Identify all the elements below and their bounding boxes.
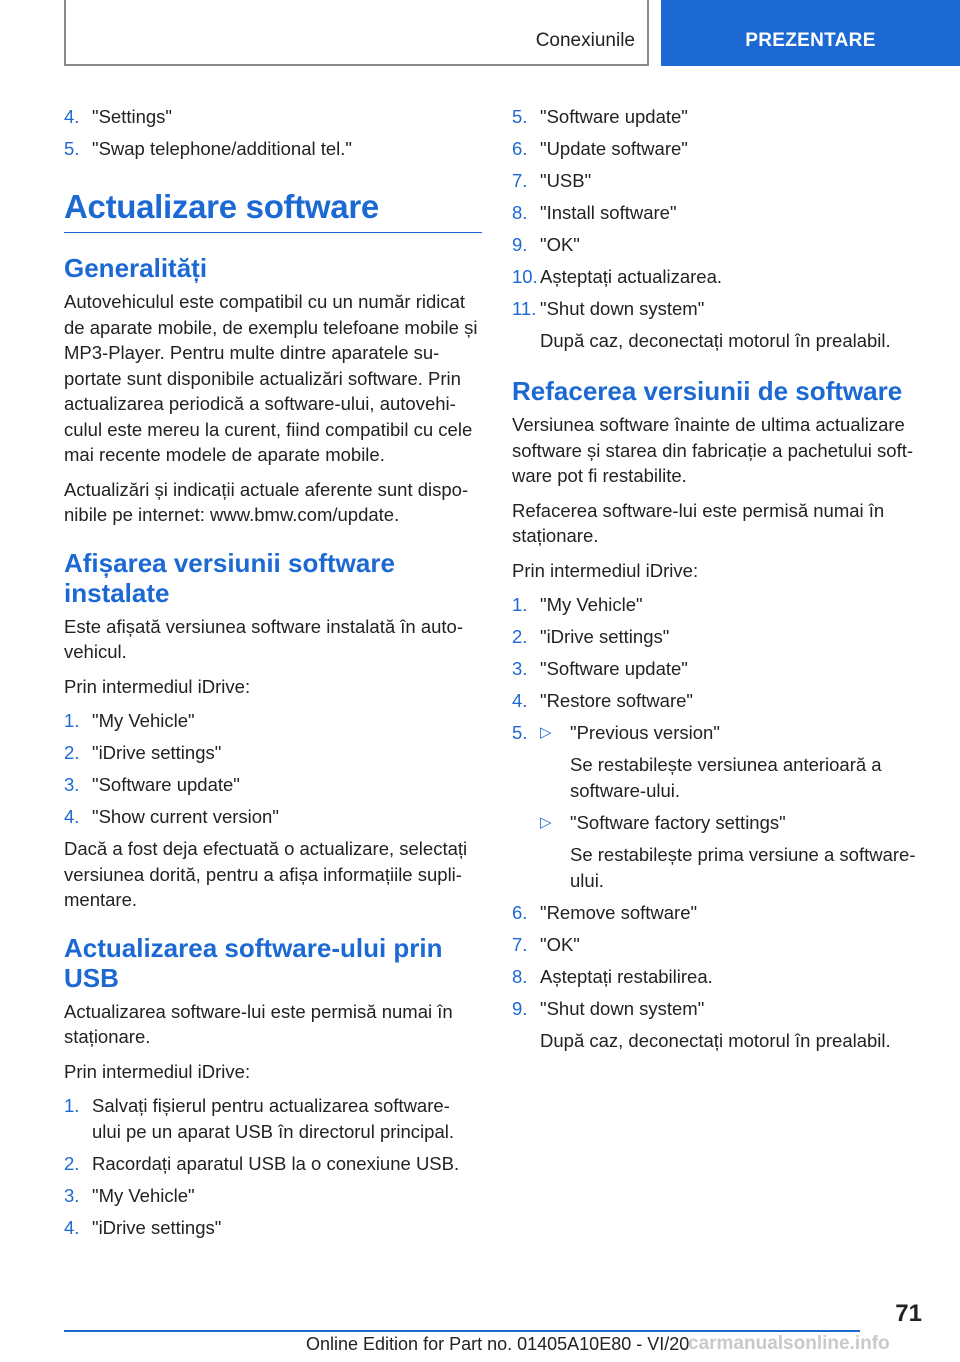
option-subtext: Se restabilește versiunea anterioară a software-ului.: [570, 754, 882, 801]
page-number: 71: [895, 1300, 922, 1327]
list-item: [64, 804, 482, 830]
list-item: [64, 1151, 482, 1177]
list-item: [64, 1183, 482, 1209]
list-text: "Settings": [92, 106, 172, 127]
list-item: [512, 964, 930, 990]
list-number: 3.: [64, 1185, 80, 1206]
list-item: [512, 104, 930, 130]
list-item: [512, 296, 930, 354]
list-number: 6.: [512, 902, 528, 923]
footer-divider: [64, 1330, 860, 1332]
option-item: [540, 720, 930, 804]
list-number: 9.: [512, 998, 528, 1019]
list-number: 1.: [64, 1095, 80, 1116]
section-heading-restore: Refacerea versiunii de software: [512, 376, 903, 406]
option-item: [540, 810, 930, 894]
list-text: "Remove software": [540, 902, 698, 923]
list-number: 5.: [512, 106, 528, 127]
header-section-title: Conexiunile: [535, 30, 635, 51]
list-number: 3.: [64, 774, 80, 795]
list-item: [64, 740, 482, 766]
list-item-with-options: [512, 720, 930, 894]
list-item: [64, 1093, 482, 1145]
list-text: Salvați fișierul pentru actualizarea software- ului pe un aparat USB în directorul principal.: [92, 1095, 454, 1142]
list-item: [64, 1215, 482, 1241]
list-item: [512, 232, 930, 258]
paragraph: Prin intermediul iDrive:: [64, 1060, 251, 1082]
list-number: 8.: [512, 202, 528, 223]
list-item: [64, 772, 482, 798]
right-column: [512, 104, 930, 1060]
list-text: Așteptați restabilirea.: [540, 966, 713, 987]
list-item: [512, 264, 930, 290]
list-text: "OK": [540, 934, 580, 955]
list-number: 1.: [512, 594, 528, 615]
header-section-box: [64, 0, 649, 66]
option-text: "Software factory settings": [570, 812, 786, 833]
list-text: "My Vehicle": [92, 710, 195, 731]
list-number: 2.: [64, 1153, 80, 1174]
list-number: 1.: [64, 710, 80, 731]
section-heading-usb-update: Actualizarea software-ului prin USB: [64, 932, 443, 993]
list-item: [512, 592, 930, 618]
list-item: [64, 708, 482, 734]
list-number: 5.: [64, 138, 80, 159]
list-text: "iDrive settings": [92, 742, 222, 763]
list-item: [512, 996, 930, 1054]
paragraph: Prin intermediul iDrive:: [64, 675, 251, 697]
list-text: "Software update": [540, 106, 688, 127]
list-number: 10.: [512, 266, 538, 287]
triangle-bullet-icon: ▷: [540, 814, 552, 831]
list-number: 11.: [512, 298, 537, 319]
list-number: 5.: [512, 722, 528, 743]
list-text: "Restore software": [540, 690, 693, 711]
paragraph: Versiunea software înainte de ultima actualizare software și starea din fabricație a pachetului soft- ware pot fi restabilite.: [512, 414, 914, 486]
list-text: "Software update": [540, 658, 688, 679]
header-chapter-title: PREZENTARE: [745, 30, 876, 51]
watermark: carmanualsonline.info: [688, 1333, 890, 1354]
list-text: Racordați aparatul USB la o conexiune USB.: [92, 1153, 460, 1174]
list-number: 7.: [512, 170, 528, 191]
list-text: "iDrive settings": [540, 626, 670, 647]
list-item: [512, 200, 930, 226]
triangle-bullet-icon: ▷: [540, 724, 552, 741]
list-text: "iDrive settings": [92, 1217, 222, 1238]
list-number: 2.: [512, 626, 528, 647]
list-text: "OK": [540, 234, 580, 255]
list-text: "Shut down system": [540, 298, 705, 319]
list-text: "Show current version": [92, 806, 279, 827]
list-item: [64, 136, 482, 162]
list-number: 7.: [512, 934, 528, 955]
list-item: [512, 624, 930, 650]
list-item: [64, 104, 482, 130]
list-number: 4.: [512, 690, 528, 711]
paragraph: Autovehiculul este compatibil cu un număr ridicat de aparate mobile, de exemplu telefoane mobile și MP3-Player. Pentru multe dintre aparatele su- portate sunt disponibile actualizări software. Prin actualizarea periodică a software-ului, autovehi- culul este mereu la curent, fiind compatibil cu cele mai recente modele de aparate mobile.: [64, 291, 478, 465]
list-number: 4.: [64, 1217, 80, 1238]
list-number: 4.: [64, 106, 80, 127]
list-item: [512, 900, 930, 926]
list-item: [512, 168, 930, 194]
option-subtext: Se restabilește prima versiune a software- ului.: [570, 844, 916, 891]
header-chapter-tab[interactable]: [661, 0, 960, 66]
list-text: "Install software": [540, 202, 677, 223]
list-item: [512, 688, 930, 714]
list-text: "Update software": [540, 138, 688, 159]
list-number: 2.: [64, 742, 80, 763]
list-text: "My Vehicle": [540, 594, 643, 615]
list-number: 4.: [64, 806, 80, 827]
section-heading-display-version: Afișarea versiunii software instalate: [64, 547, 395, 608]
footer-edition: Online Edition for Part no. 01405A10E80 - VI/20: [306, 1334, 690, 1354]
paragraph: Este afișată versiunea software instalată în auto- vehicul.: [64, 615, 463, 662]
option-text: "Previous version": [570, 722, 720, 743]
list-number: 3.: [512, 658, 528, 679]
list-number: 8.: [512, 966, 528, 987]
list-text: "Software update": [92, 774, 240, 795]
paragraph: Dacă a fost deja efectuată o actualizare, selectați versiunea dorită, pentru a afișa informațiile supli- mentare.: [64, 838, 468, 910]
paragraph: Actualizări și indicații actuale aferente sunt dispo- nibile pe internet: www.bmw.com/update.: [64, 478, 469, 525]
list-text: "USB": [540, 170, 592, 191]
chapter-heading: Actualizare software: [64, 188, 482, 233]
left-column: [64, 104, 482, 1247]
list-item: [512, 136, 930, 162]
list-number: 6.: [512, 138, 528, 159]
list-number: 9.: [512, 234, 528, 255]
list-subtext: După caz, deconectați motorul în prealabil.: [540, 1030, 891, 1051]
section-heading-general: Generalități: [64, 253, 208, 283]
paragraph: Actualizarea software-lui este permisă numai în staționare.: [64, 1000, 453, 1047]
list-text: "Swap telephone/additional tel.": [92, 138, 352, 159]
list-text: "My Vehicle": [92, 1185, 195, 1206]
paragraph: Prin intermediul iDrive:: [512, 559, 699, 581]
list-text: Așteptați actualizarea.: [540, 266, 723, 287]
list-item: [512, 932, 930, 958]
list-text: "Shut down system": [540, 998, 705, 1019]
list-subtext: După caz, deconectați motorul în prealabil.: [540, 330, 891, 351]
list-item: [512, 656, 930, 682]
paragraph: Refacerea software-lui este permisă numai în staționare.: [512, 499, 885, 546]
